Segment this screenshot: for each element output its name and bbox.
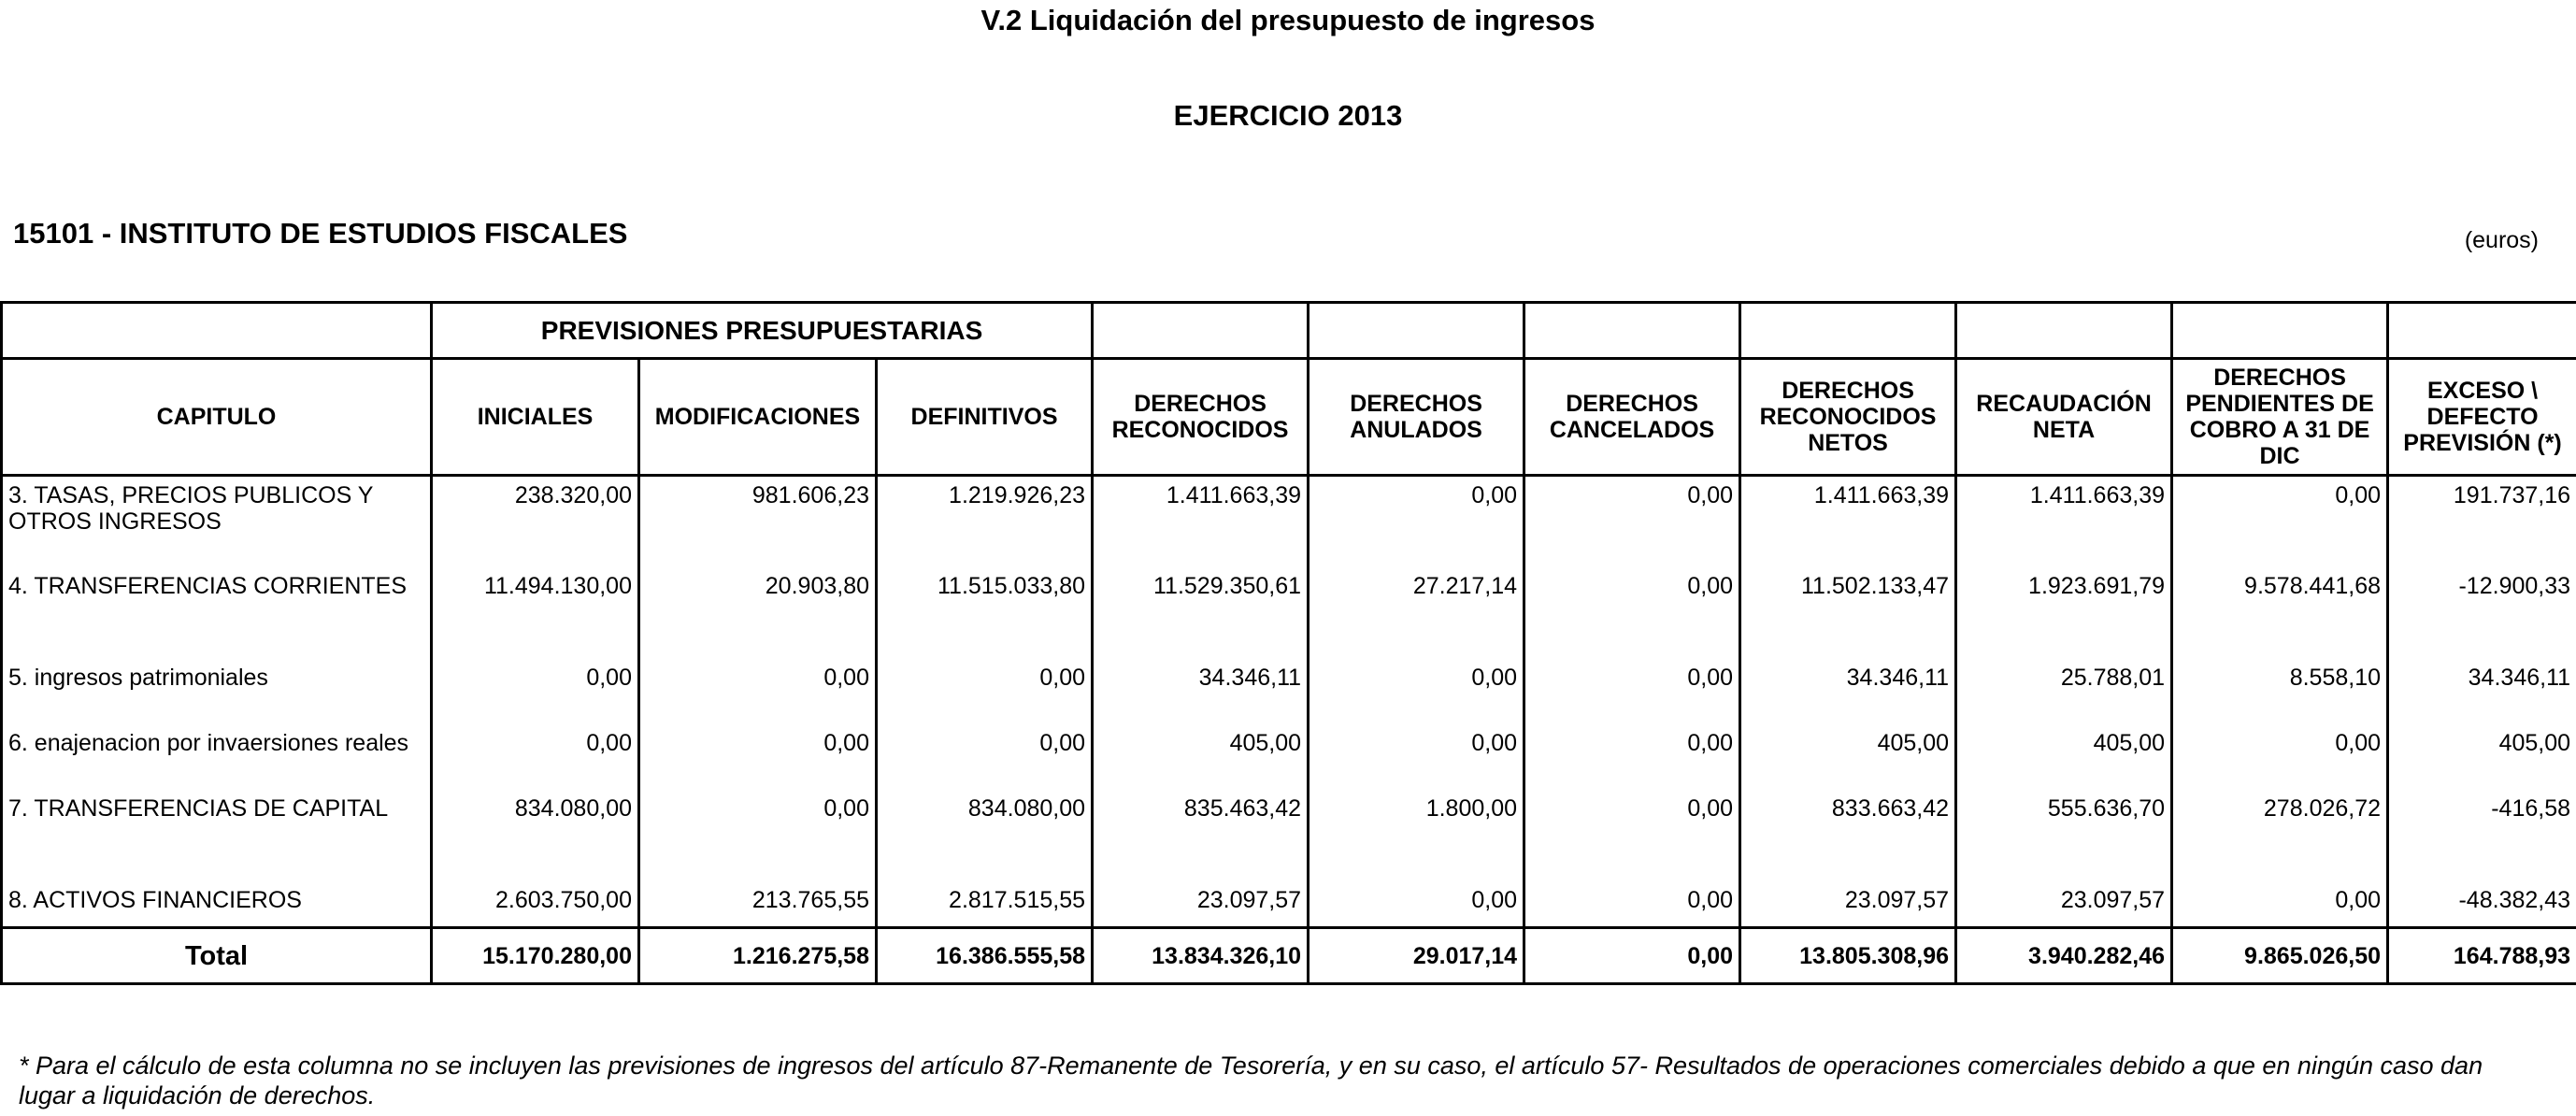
cell-recaudacion-neta: 1.923.691,79	[1956, 567, 2172, 659]
fiscal-year: EJERCICIO 2013	[1173, 99, 1403, 132]
cell-derechos-cancelados: 0,00	[1524, 476, 1740, 567]
total-label: Total	[2, 928, 432, 984]
column-header: DERECHOS PENDIENTES DE COBRO A 31 DE DIC	[2172, 359, 2388, 476]
cell-derechos-reconocidos: 835.463,42	[1093, 790, 1309, 881]
cell-definitivos: 11.515.033,80	[877, 567, 1093, 659]
table-row	[2, 724, 2576, 790]
cell-modificaciones: 0,00	[639, 724, 877, 790]
cell-iniciales: 0,00	[432, 724, 639, 790]
cell-derechos-anulados: 0,00	[1309, 659, 1524, 724]
table-row	[2, 790, 2576, 881]
row-label: 6. enajenacion por invaersiones reales	[2, 724, 432, 790]
cell-derechos-netos: 23.097,57	[1740, 881, 1956, 928]
cell-exceso-defecto: 191.737,16	[2388, 476, 2576, 567]
cell-derechos-anulados: 27.217,14	[1309, 567, 1524, 659]
column-header: DERECHOS RECONOCIDOS	[1093, 359, 1309, 476]
column-header: DERECHOS ANULADOS	[1309, 359, 1524, 476]
group-header-empty	[1956, 303, 2172, 359]
cell-modificaciones: 0,00	[639, 790, 877, 881]
column-header: MODIFICACIONES	[639, 359, 877, 476]
total-iniciales: 15.170.280,00	[432, 928, 639, 984]
cell-derechos-cancelados: 0,00	[1524, 567, 1740, 659]
cell-pendientes-cobro: 9.578.441,68	[2172, 567, 2388, 659]
cell-derechos-reconocidos: 34.346,11	[1093, 659, 1309, 724]
group-header-empty	[1740, 303, 1956, 359]
group-header-row	[2, 303, 2576, 359]
group-header-empty	[1309, 303, 1524, 359]
cell-derechos-anulados: 0,00	[1309, 724, 1524, 790]
cell-derechos-anulados: 0,00	[1309, 881, 1524, 928]
total-derechos-reconocidos: 13.834.326,10	[1093, 928, 1309, 984]
cell-modificaciones: 0,00	[639, 659, 877, 724]
column-header: DEFINITIVOS	[877, 359, 1093, 476]
cell-exceso-defecto: 405,00	[2388, 724, 2576, 790]
total-derechos-cancelados: 0,00	[1524, 928, 1740, 984]
cell-derechos-cancelados: 0,00	[1524, 659, 1740, 724]
cell-recaudacion-neta: 405,00	[1956, 724, 2172, 790]
cell-definitivos: 0,00	[877, 724, 1093, 790]
cell-iniciales: 2.603.750,00	[432, 881, 639, 928]
table-row	[2, 659, 2576, 724]
cell-derechos-netos: 11.502.133,47	[1740, 567, 1956, 659]
cell-derechos-anulados: 1.800,00	[1309, 790, 1524, 881]
cell-iniciales: 11.494.130,00	[432, 567, 639, 659]
row-label: 3. TASAS, PRECIOS PUBLICOS Y OTROS INGRESOS	[2, 476, 432, 567]
group-header-empty	[2388, 303, 2576, 359]
cell-pendientes-cobro: 278.026,72	[2172, 790, 2388, 881]
budget-table	[0, 301, 2576, 985]
cell-recaudacion-neta: 25.788,01	[1956, 659, 2172, 724]
column-header: CAPITULO	[2, 359, 432, 476]
table-row	[2, 476, 2576, 567]
entity-name: 15101 - INSTITUTO DE ESTUDIOS FISCALES	[13, 217, 628, 250]
cell-derechos-reconocidos: 1.411.663,39	[1093, 476, 1309, 567]
cell-iniciales: 238.320,00	[432, 476, 639, 567]
cell-derechos-reconocidos: 23.097,57	[1093, 881, 1309, 928]
cell-pendientes-cobro: 0,00	[2172, 476, 2388, 567]
column-header: INICIALES	[432, 359, 639, 476]
group-header-empty	[1093, 303, 1309, 359]
cell-exceso-defecto: -416,58	[2388, 790, 2576, 881]
total-pendientes-cobro: 9.865.026,50	[2172, 928, 2388, 984]
cell-pendientes-cobro: 0,00	[2172, 724, 2388, 790]
row-label: 4. TRANSFERENCIAS CORRIENTES	[2, 567, 432, 659]
cell-derechos-netos: 833.663,42	[1740, 790, 1956, 881]
cell-exceso-defecto: -48.382,43	[2388, 881, 2576, 928]
cell-derechos-reconocidos: 405,00	[1093, 724, 1309, 790]
currency-units: (euros)	[2464, 227, 2539, 253]
cell-derechos-netos: 405,00	[1740, 724, 1956, 790]
column-header: EXCESO \ DEFECTO PREVISIÓN (*)	[2388, 359, 2576, 476]
column-header: DERECHOS RECONOCIDOS NETOS	[1740, 359, 1956, 476]
cell-modificaciones: 981.606,23	[639, 476, 877, 567]
total-exceso-defecto: 164.788,93	[2388, 928, 2576, 984]
cell-derechos-anulados: 0,00	[1309, 476, 1524, 567]
footnote: * Para el cálculo de esta columna no se incluyen las previsiones de ingresos del artículo 87-Remanente de Tesorería, y en su caso, el artículo 57- Resultados de operaciones comerciales debido a que en ningún caso dan lugar a liquidación de derechos.	[19, 1052, 2483, 1109]
row-label: 5. ingresos patrimoniales	[2, 659, 432, 724]
cell-definitivos: 0,00	[877, 659, 1093, 724]
cell-derechos-netos: 34.346,11	[1740, 659, 1956, 724]
total-row	[2, 928, 2576, 984]
total-modificaciones: 1.216.275,58	[639, 928, 877, 984]
cell-derechos-cancelados: 0,00	[1524, 881, 1740, 928]
column-header: RECAUDACIÓN NETA	[1956, 359, 2172, 476]
cell-pendientes-cobro: 0,00	[2172, 881, 2388, 928]
table-row	[2, 567, 2576, 659]
cell-recaudacion-neta: 23.097,57	[1956, 881, 2172, 928]
total-definitivos: 16.386.555,58	[877, 928, 1093, 984]
column-header-row	[2, 359, 2576, 476]
column-header: DERECHOS CANCELADOS	[1524, 359, 1740, 476]
cell-definitivos: 834.080,00	[877, 790, 1093, 881]
cell-iniciales: 834.080,00	[432, 790, 639, 881]
cell-recaudacion-neta: 1.411.663,39	[1956, 476, 2172, 567]
row-label: 8. ACTIVOS FINANCIEROS	[2, 881, 432, 928]
cell-pendientes-cobro: 8.558,10	[2172, 659, 2388, 724]
table-row	[2, 881, 2576, 928]
total-recaudacion-neta: 3.940.282,46	[1956, 928, 2172, 984]
cell-modificaciones: 213.765,55	[639, 881, 877, 928]
cell-exceso-defecto: -12.900,33	[2388, 567, 2576, 659]
cell-recaudacion-neta: 555.636,70	[1956, 790, 2172, 881]
cell-definitivos: 1.219.926,23	[877, 476, 1093, 567]
group-header-empty	[2172, 303, 2388, 359]
cell-modificaciones: 20.903,80	[639, 567, 877, 659]
cell-derechos-netos: 1.411.663,39	[1740, 476, 1956, 567]
cell-exceso-defecto: 34.346,11	[2388, 659, 2576, 724]
group-header-empty	[2, 303, 432, 359]
cell-derechos-cancelados: 0,00	[1524, 790, 1740, 881]
group-header-empty	[1524, 303, 1740, 359]
cell-derechos-cancelados: 0,00	[1524, 724, 1740, 790]
group-header-previsiones: PREVISIONES PRESUPUESTARIAS	[432, 303, 1093, 359]
cell-derechos-reconocidos: 11.529.350,61	[1093, 567, 1309, 659]
cell-definitivos: 2.817.515,55	[877, 881, 1093, 928]
page-title: V.2 Liquidación del presupuesto de ingresos	[980, 4, 1596, 36]
cell-iniciales: 0,00	[432, 659, 639, 724]
row-label: 7. TRANSFERENCIAS DE CAPITAL	[2, 790, 432, 881]
total-derechos-netos: 13.805.308,96	[1740, 928, 1956, 984]
total-derechos-anulados: 29.017,14	[1309, 928, 1524, 984]
